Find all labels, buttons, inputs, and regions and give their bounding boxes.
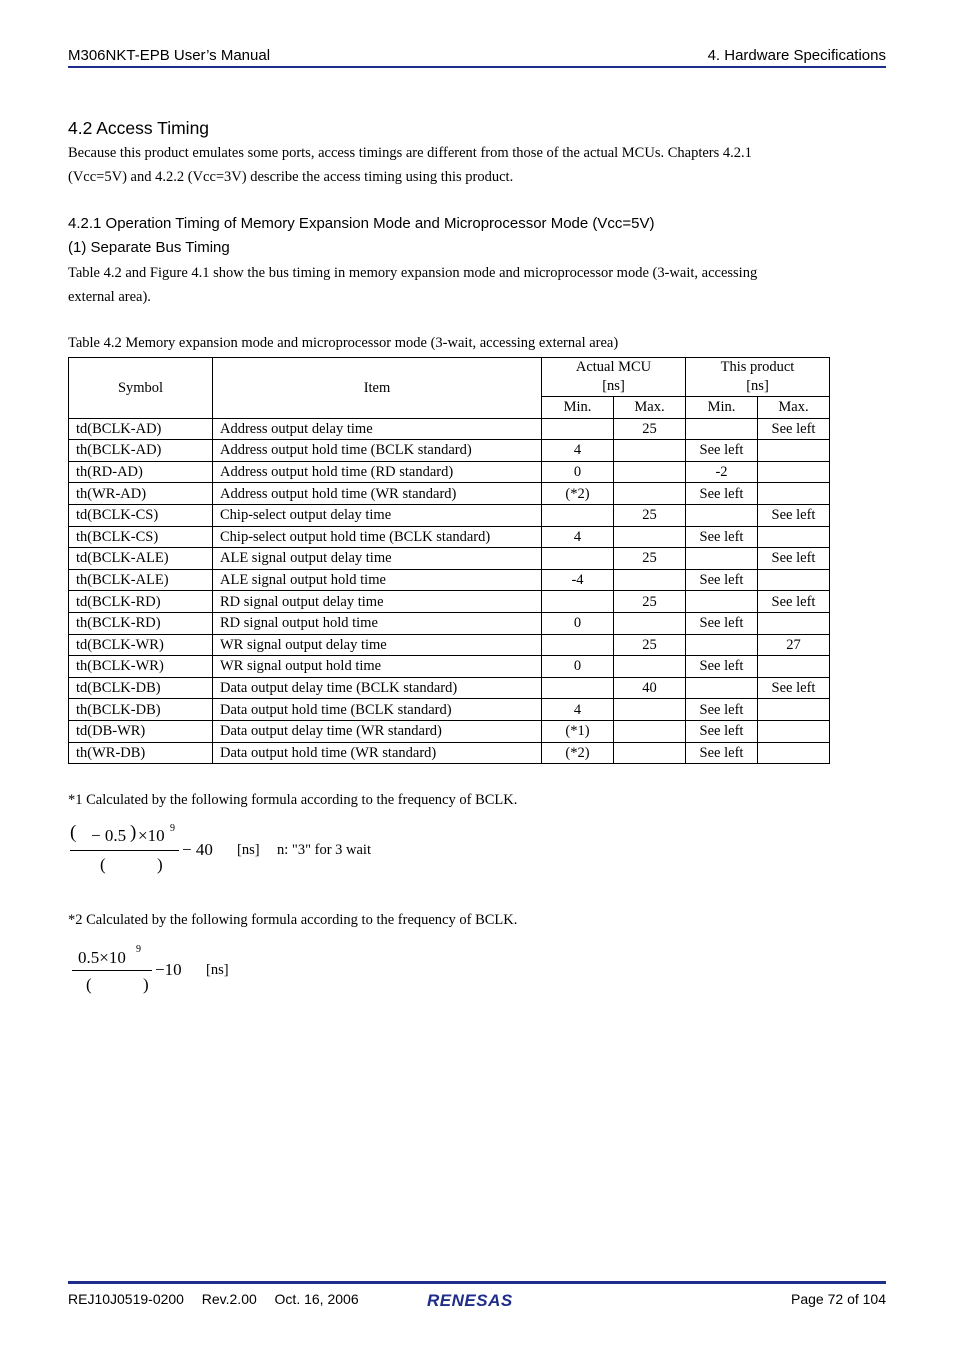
header-actual-mcu-line2: [ns] bbox=[602, 378, 625, 394]
cell-symbol: td(BCLK-DB) bbox=[69, 677, 213, 699]
formula1-den-close: ) bbox=[157, 855, 163, 874]
footer-revision: Rev.2.00 bbox=[201, 1291, 257, 1307]
cell-mcu-max: 25 bbox=[614, 548, 686, 570]
renesas-logo-text: RENESAS bbox=[427, 1291, 513, 1310]
cell-product-min: -2 bbox=[686, 461, 758, 483]
cell-product-min: See left bbox=[686, 526, 758, 548]
cell-symbol: td(BCLK-RD) bbox=[69, 591, 213, 613]
cell-item: Chip-select output delay time bbox=[213, 504, 542, 526]
formula1-fraction-bar bbox=[70, 850, 179, 851]
cell-product-min bbox=[686, 677, 758, 699]
header-this-product-line1: This product bbox=[720, 359, 795, 375]
cell-mcu-min: 4 bbox=[542, 526, 614, 548]
cell-mcu-min bbox=[542, 548, 614, 570]
cell-item: Chip-select output hold time (BCLK standard) bbox=[213, 526, 542, 548]
table-row bbox=[69, 742, 830, 764]
formula1-comment: n: "3" for 3 wait bbox=[277, 842, 371, 858]
cell-symbol: td(BCLK-WR) bbox=[69, 634, 213, 656]
cell-symbol: td(BCLK-AD) bbox=[69, 418, 213, 440]
cell-mcu-max bbox=[614, 526, 686, 548]
header-product-min: Min. bbox=[686, 397, 758, 419]
subsection-text-line2: external area). bbox=[68, 289, 151, 305]
header-title: M306NKT-EPB User’s Manual bbox=[68, 47, 271, 64]
cell-product-min: See left bbox=[686, 440, 758, 462]
cell-symbol: th(BCLK-WR) bbox=[69, 656, 213, 678]
cell-mcu-min: -4 bbox=[542, 569, 614, 591]
header-actual-mcu bbox=[542, 358, 686, 397]
cell-product-max bbox=[758, 569, 830, 591]
footer-date: Oct. 16, 2006 bbox=[274, 1291, 359, 1307]
cell-mcu-max: 25 bbox=[614, 504, 686, 526]
cell-product-max bbox=[758, 656, 830, 678]
cell-mcu-max bbox=[614, 699, 686, 721]
cell-product-min bbox=[686, 634, 758, 656]
cell-mcu-max bbox=[614, 742, 686, 764]
cell-symbol: th(BCLK-RD) bbox=[69, 612, 213, 634]
formula1-exponent: 9 bbox=[170, 823, 175, 834]
cell-mcu-min bbox=[542, 634, 614, 656]
cell-mcu-min bbox=[542, 591, 614, 613]
cell-product-min: See left bbox=[686, 720, 758, 742]
cell-item: Address output hold time (BCLK standard) bbox=[213, 440, 542, 462]
cell-product-max: See left bbox=[758, 548, 830, 570]
cell-item: WR signal output hold time bbox=[213, 656, 542, 678]
cell-mcu-min: 0 bbox=[542, 656, 614, 678]
subsection-title: 4.2.1 Operation Timing of Memory Expansion Mode and Microprocessor Mode (Vcc=5V) bbox=[68, 215, 655, 232]
table-row bbox=[69, 634, 830, 656]
table-row bbox=[69, 612, 830, 634]
header-symbol: Symbol bbox=[69, 358, 213, 419]
table-row bbox=[69, 699, 830, 721]
cell-mcu-min: 4 bbox=[542, 699, 614, 721]
formula2-den-close: ) bbox=[143, 975, 149, 994]
cell-item: Data output delay time (WR standard) bbox=[213, 720, 542, 742]
note-1: *1 Calculated by the following formula according to the frequency of BCLK. bbox=[68, 792, 518, 808]
cell-item: Address output hold time (WR standard) bbox=[213, 483, 542, 505]
cell-symbol: th(WR-DB) bbox=[69, 742, 213, 764]
cell-item: Data output delay time (BCLK standard) bbox=[213, 677, 542, 699]
section-intro-line1: Because this product emulates some ports, access timings are different from those of the actual MCUs. Chapters 4.2.1 bbox=[68, 145, 752, 161]
cell-symbol: th(WR-AD) bbox=[69, 483, 213, 505]
table-row bbox=[69, 548, 830, 570]
cell-mcu-max bbox=[614, 612, 686, 634]
table-caption: Table 4.2 Memory expansion mode and microprocessor mode (3-wait, accessing external area) bbox=[68, 335, 619, 351]
cell-product-max bbox=[758, 526, 830, 548]
cell-product-max bbox=[758, 461, 830, 483]
cell-mcu-max bbox=[614, 461, 686, 483]
cell-symbol: th(BCLK-DB) bbox=[69, 699, 213, 721]
cell-mcu-max bbox=[614, 483, 686, 505]
cell-product-max bbox=[758, 612, 830, 634]
cell-product-min: See left bbox=[686, 483, 758, 505]
cell-product-max bbox=[758, 742, 830, 764]
cell-symbol: td(BCLK-CS) bbox=[69, 504, 213, 526]
footer-rule bbox=[68, 1281, 886, 1284]
table-row bbox=[69, 461, 830, 483]
table-row bbox=[69, 591, 830, 613]
cell-item: Address output hold time (RD standard) bbox=[213, 461, 542, 483]
cell-product-max: See left bbox=[758, 591, 830, 613]
formula1-paren-open: ( bbox=[70, 822, 77, 843]
cell-product-max bbox=[758, 440, 830, 462]
header-mcu-max: Max. bbox=[614, 397, 686, 419]
table-row bbox=[69, 569, 830, 591]
formula2-fraction-bar bbox=[72, 970, 152, 971]
cell-product-max: 27 bbox=[758, 634, 830, 656]
header-mcu-min: Min. bbox=[542, 397, 614, 419]
header-rule bbox=[68, 66, 886, 68]
cell-product-min: See left bbox=[686, 569, 758, 591]
table-row bbox=[69, 677, 830, 699]
cell-item: ALE signal output delay time bbox=[213, 548, 542, 570]
cell-symbol: th(BCLK-CS) bbox=[69, 526, 213, 548]
cell-product-max bbox=[758, 720, 830, 742]
cell-item: WR signal output delay time bbox=[213, 634, 542, 656]
cell-mcu-max: 40 bbox=[614, 677, 686, 699]
cell-product-min: See left bbox=[686, 656, 758, 678]
cell-mcu-min: 4 bbox=[542, 440, 614, 462]
formula2-numerator: 0.5×10 bbox=[78, 948, 126, 967]
formula2-unit: [ns] bbox=[206, 962, 229, 978]
formula2-minus-const: −10 bbox=[155, 960, 182, 979]
cell-product-max: See left bbox=[758, 418, 830, 440]
cell-product-max: See left bbox=[758, 677, 830, 699]
cell-mcu-max: 25 bbox=[614, 634, 686, 656]
header-actual-mcu-line1: Actual MCU bbox=[575, 359, 652, 375]
cell-item: Data output hold time (WR standard) bbox=[213, 742, 542, 764]
cell-item: Data output hold time (BCLK standard) bbox=[213, 699, 542, 721]
cell-symbol: td(BCLK-ALE) bbox=[69, 548, 213, 570]
table-row bbox=[69, 418, 830, 440]
subsection-text-line1: Table 4.2 and Figure 4.1 show the bus timing in memory expansion mode and microprocessor mode (3-wait, accessing bbox=[68, 265, 758, 281]
cell-product-max: See left bbox=[758, 504, 830, 526]
table-row bbox=[69, 720, 830, 742]
formula1-times-ten: ×10 bbox=[138, 826, 165, 845]
table-row bbox=[69, 483, 830, 505]
footer-doc-id: REJ10J0519-0200 bbox=[68, 1291, 184, 1307]
header-product-max: Max. bbox=[758, 397, 830, 419]
table-row bbox=[69, 526, 830, 548]
timing-table bbox=[68, 357, 830, 764]
cell-item: RD signal output delay time bbox=[213, 591, 542, 613]
formula1-minus-half: − 0.5 bbox=[91, 826, 127, 845]
cell-symbol: th(BCLK-ALE) bbox=[69, 569, 213, 591]
cell-mcu-min bbox=[542, 418, 614, 440]
header-this-product bbox=[686, 358, 830, 397]
section-intro-line2: (Vcc=5V) and 4.2.2 (Vcc=3V) describe the access timing using this product. bbox=[68, 169, 514, 185]
cell-item: Address output delay time bbox=[213, 418, 542, 440]
renesas-logo-icon bbox=[423, 1288, 533, 1310]
table-row bbox=[69, 504, 830, 526]
cell-mcu-max bbox=[614, 569, 686, 591]
cell-symbol: td(DB-WR) bbox=[69, 720, 213, 742]
header-item: Item bbox=[213, 358, 542, 419]
cell-mcu-min bbox=[542, 677, 614, 699]
table-row bbox=[69, 440, 830, 462]
formula1-paren-close: ) bbox=[130, 822, 137, 843]
cell-mcu-max bbox=[614, 720, 686, 742]
cell-product-min bbox=[686, 591, 758, 613]
cell-product-min: See left bbox=[686, 612, 758, 634]
cell-item: ALE signal output hold time bbox=[213, 569, 542, 591]
formula2-den-open: ( bbox=[86, 975, 92, 994]
cell-mcu-min: 0 bbox=[542, 461, 614, 483]
footer-page-number: Page 72 of 104 bbox=[791, 1291, 886, 1307]
section-title: 4.2 Access Timing bbox=[68, 118, 210, 138]
cell-mcu-min: 0 bbox=[542, 612, 614, 634]
cell-mcu-min: (*1) bbox=[542, 720, 614, 742]
cell-product-min: See left bbox=[686, 699, 758, 721]
note-2: *2 Calculated by the following formula according to the frequency of BCLK. bbox=[68, 912, 518, 928]
cell-symbol: th(RD-AD) bbox=[69, 461, 213, 483]
formula1-unit: [ns] bbox=[237, 842, 260, 858]
cell-mcu-max: 25 bbox=[614, 418, 686, 440]
formula1-den-open: ( bbox=[100, 855, 106, 874]
cell-mcu-max bbox=[614, 440, 686, 462]
cell-mcu-min: (*2) bbox=[542, 483, 614, 505]
cell-mcu-min bbox=[542, 504, 614, 526]
cell-product-min: See left bbox=[686, 742, 758, 764]
subsection-subtitle: (1) Separate Bus Timing bbox=[68, 239, 230, 256]
cell-symbol: th(BCLK-AD) bbox=[69, 440, 213, 462]
cell-item: RD signal output hold time bbox=[213, 612, 542, 634]
footer-doc-info bbox=[68, 1291, 359, 1307]
cell-product-max bbox=[758, 483, 830, 505]
cell-mcu-max bbox=[614, 656, 686, 678]
header-chapter: 4. Hardware Specifications bbox=[707, 47, 886, 64]
cell-product-min bbox=[686, 504, 758, 526]
cell-product-min bbox=[686, 418, 758, 440]
cell-mcu-max: 25 bbox=[614, 591, 686, 613]
renesas-logo bbox=[423, 1288, 533, 1310]
cell-product-max bbox=[758, 699, 830, 721]
header-this-product-line2: [ns] bbox=[746, 378, 769, 394]
formula2-exponent: 9 bbox=[136, 944, 141, 955]
cell-product-min bbox=[686, 548, 758, 570]
cell-mcu-min: (*2) bbox=[542, 742, 614, 764]
formula1-minus-const: − 40 bbox=[182, 840, 213, 859]
table-row bbox=[69, 656, 830, 678]
